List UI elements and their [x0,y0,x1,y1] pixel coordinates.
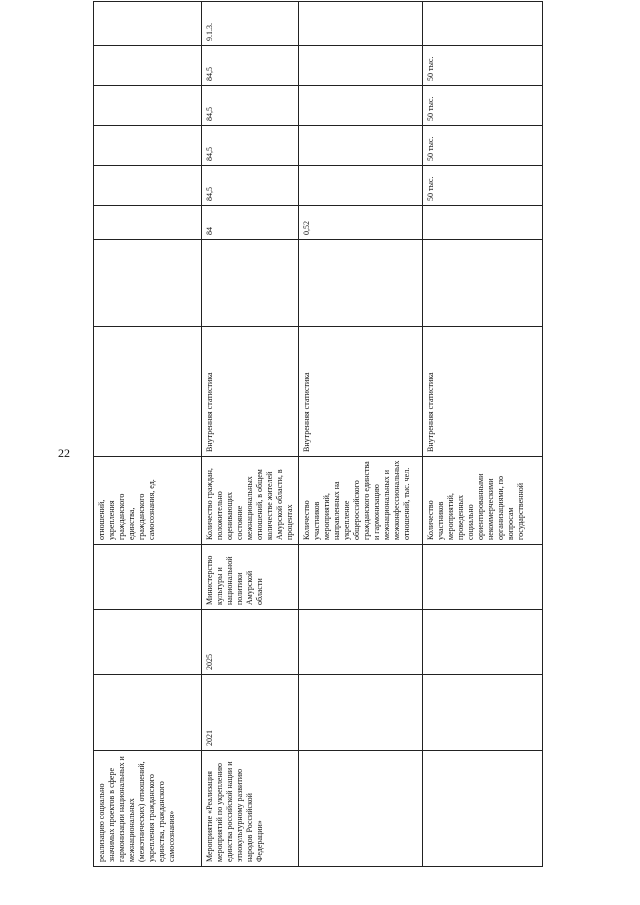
cell-y1: 84 [202,206,299,240]
table-row [423,2,543,867]
cell-source [94,327,202,457]
cell-source: Внутренняя статистика [202,327,299,457]
cell-indicator: Количество граждан, положительно оценивающих состояние межнациональных отношений, в общем количестве жителей Амурской области, в процентах [202,457,299,545]
cell-y2 [94,166,202,206]
cell-executor [423,545,543,610]
cell-y4 [299,86,423,126]
cell-name: реализацию социально значимых проектов в сфере гармонизации национальных и межнациональных (межэтнических) отношений, укрепления гражданского единства, гражданского самосознания» [94,751,202,867]
cell-y1: 0,52 [299,206,423,240]
cell-y1 [94,206,202,240]
cell-num: 9.1.3. [202,2,299,46]
table-row [94,2,202,867]
cell-y2 [299,166,423,206]
cell-y3 [299,126,423,166]
cell-base [202,240,299,327]
rotated-table-wrapper [93,23,541,867]
cell-indicator: отношений, укрепления гражданского единства, гражданского самосознания, ед. [94,457,202,545]
cell-y5 [94,46,202,86]
table-row [299,2,423,867]
cell-y3: 84,5 [202,126,299,166]
cell-source: Внутренняя статистика [423,327,543,457]
cell-executor [94,545,202,610]
cell-start: 2021 [202,675,299,751]
cell-base [423,240,543,327]
cell-y5: 50 тыс. [423,46,543,86]
cell-base [299,240,423,327]
cell-end [299,610,423,675]
cell-y5 [299,46,423,86]
cell-end [423,610,543,675]
cell-num [94,2,202,46]
table-row [202,2,299,867]
cell-num [423,2,543,46]
cell-start [299,675,423,751]
cell-name: Мероприятие «Реализация мероприятий по укреплению единства российской нации и этнокультурному развитию народов Российской Федерации» [202,751,299,867]
cell-executor: Министерство культуры и национальной политики Амурской области [202,545,299,610]
cell-name [299,751,423,867]
cell-y2: 84,5 [202,166,299,206]
program-table [93,1,543,867]
cell-y4 [94,86,202,126]
cell-y4: 84,5 [202,86,299,126]
cell-start [423,675,543,751]
cell-name [423,751,543,867]
cell-y3: 50 тыс. [423,126,543,166]
cell-indicator: Количество участников мероприятий, направленных на укрепление общероссийского гражданского единства и гармонизацию межнациональных и межконфессиональных отношений, тыс. чел. [299,457,423,545]
cell-y3 [94,126,202,166]
cell-y4: 50 тыс. [423,86,543,126]
cell-y1 [423,206,543,240]
cell-end [94,610,202,675]
cell-start [94,675,202,751]
cell-end: 2025 [202,610,299,675]
page-number: 22 [58,446,70,460]
cell-source: Внутренняя статистика [299,327,423,457]
cell-num [299,2,423,46]
cell-y5: 84,5 [202,46,299,86]
cell-executor [299,545,423,610]
cell-base [94,240,202,327]
cell-y2: 50 тыс. [423,166,543,206]
cell-indicator: Количество участников мероприятий, проведенных социально ориентированными некоммерческими организациями, по вопросам государственной [423,457,543,545]
